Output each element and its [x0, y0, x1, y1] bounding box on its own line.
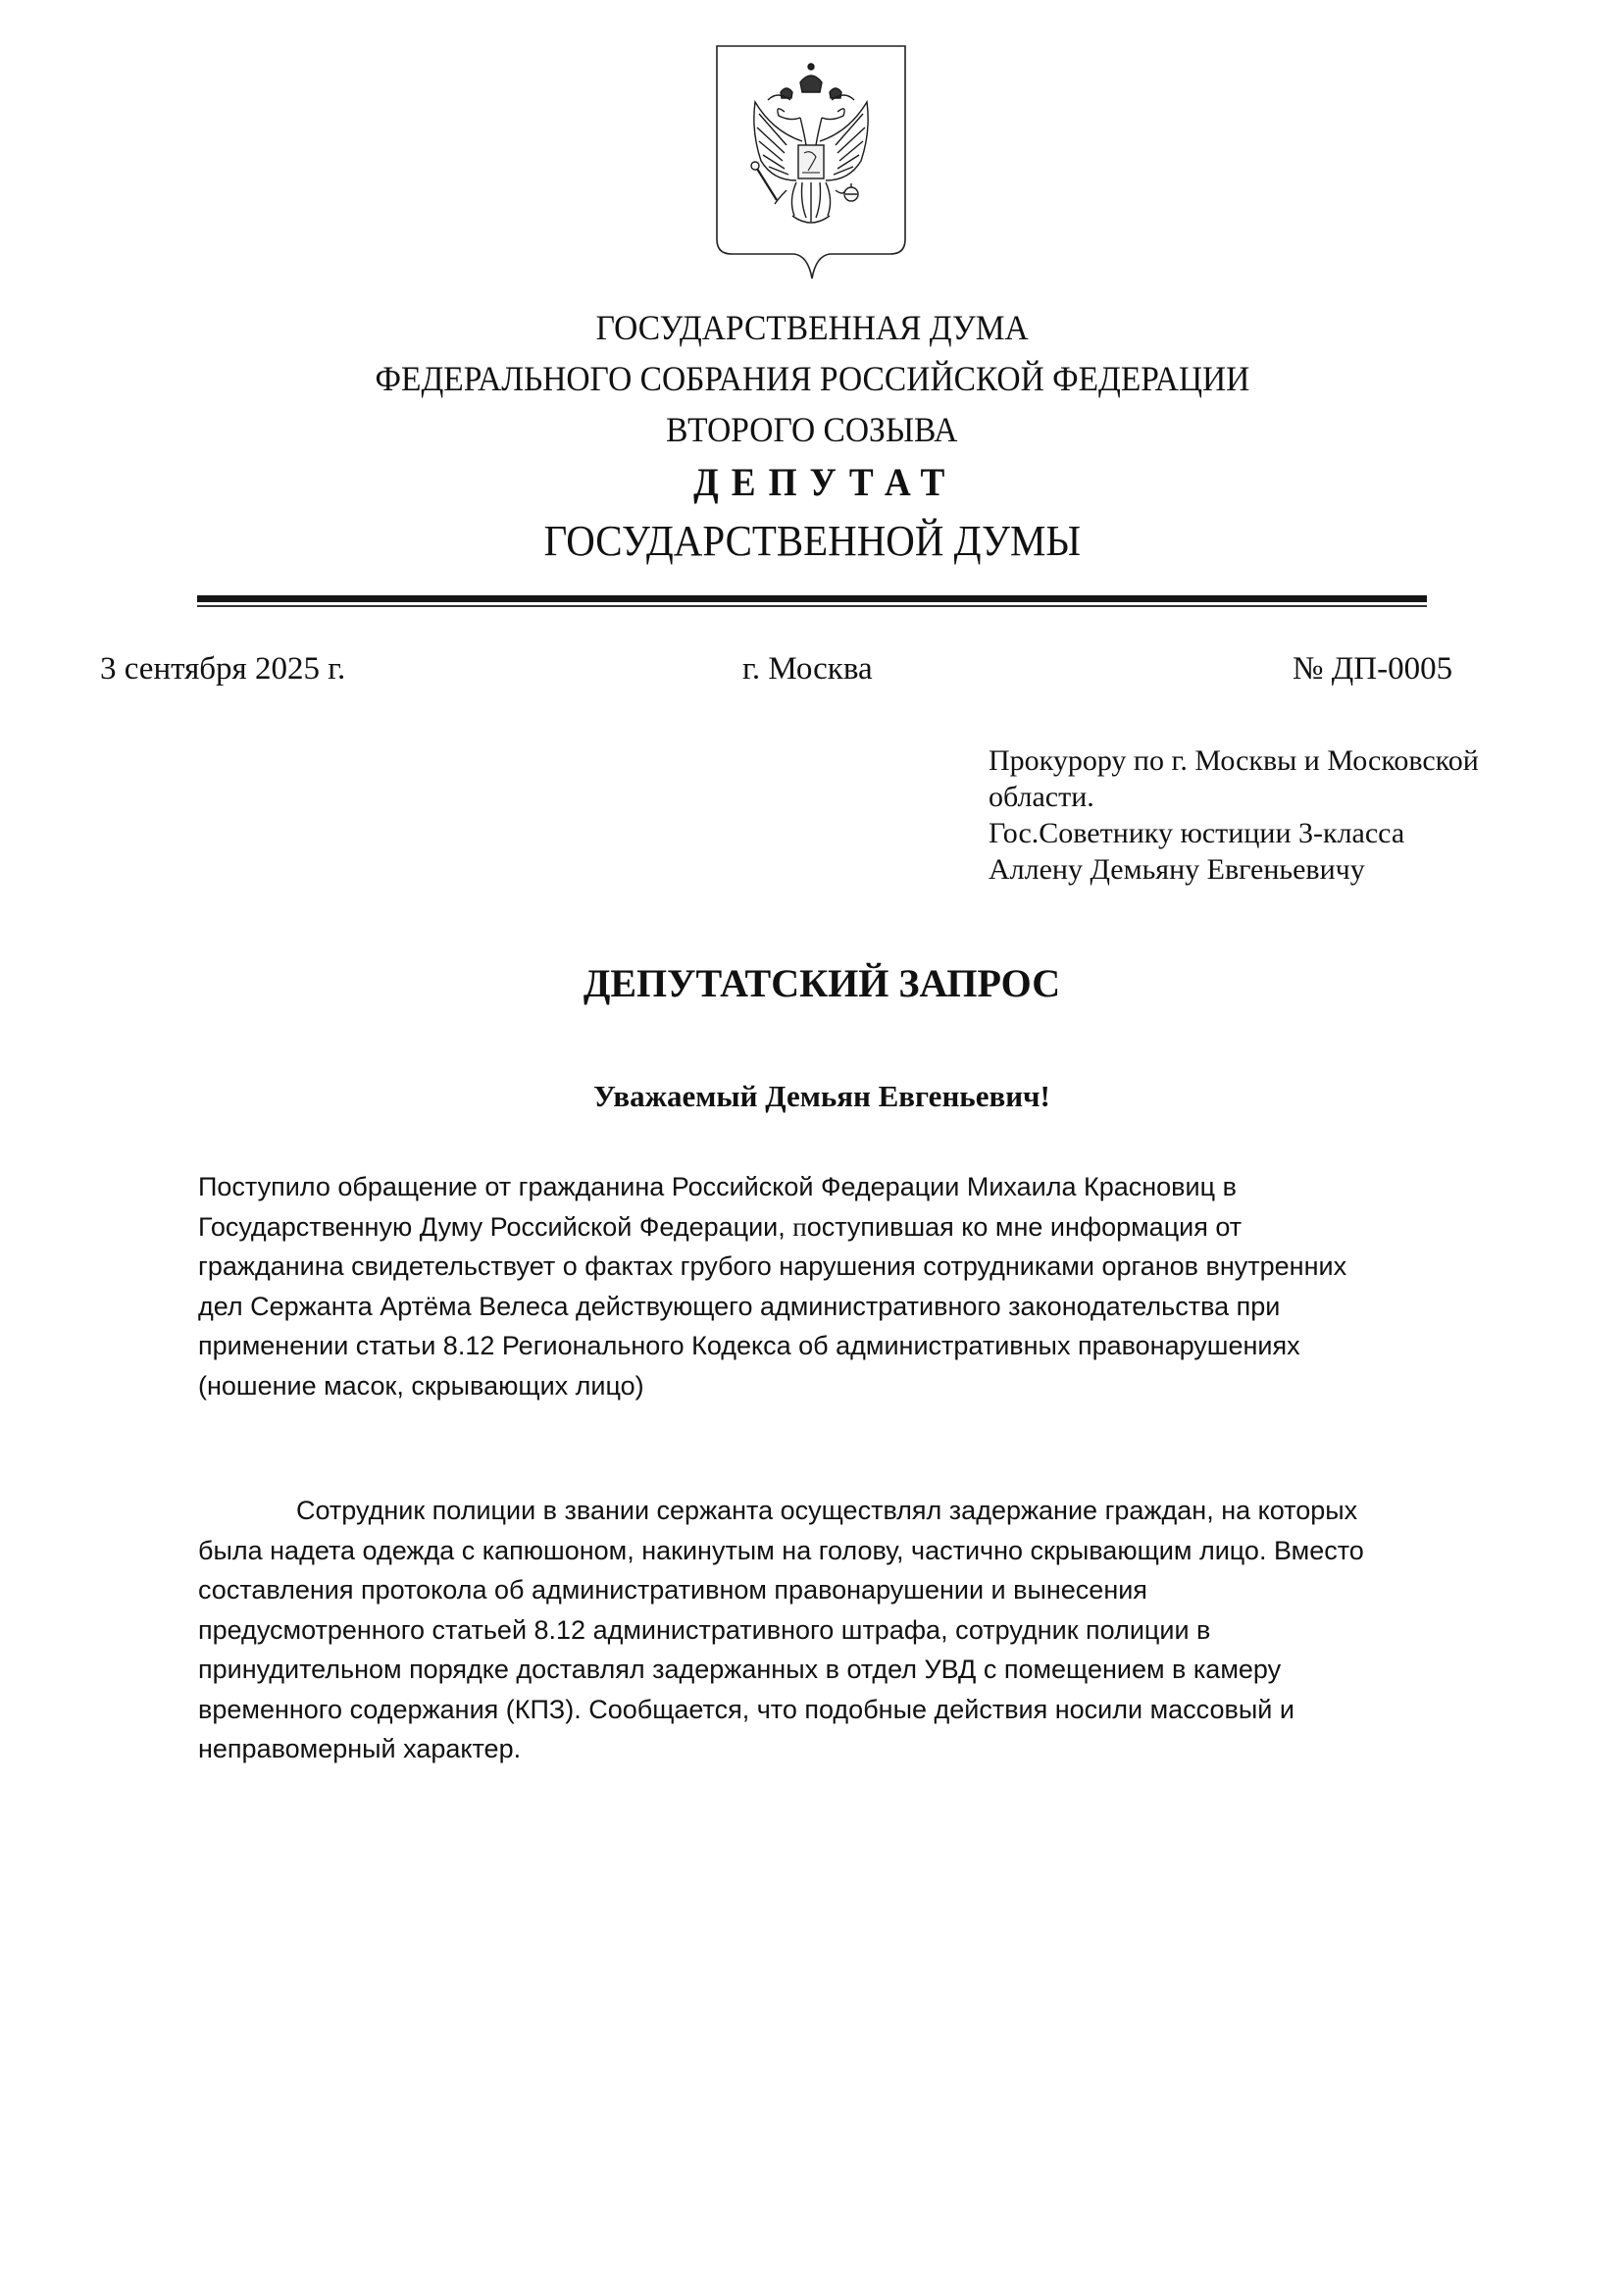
paragraph-line: временного содержания (КПЗ). Сообщается, что подобные действия носили массовый и — [198, 1694, 1294, 1724]
addressee-line: Прокурору по г. Москвы и Московской — [989, 744, 1479, 777]
paragraph-line: дел Сержанта Артёма Велеса действующего административного законодательства при — [198, 1291, 1281, 1321]
body-paragraph-1 — [198, 1167, 1346, 1405]
paragraph-line-part: п — [792, 1211, 807, 1242]
paragraph-line: применении статьи 8.12 Регионального Кодекса об административных правонарушениях — [198, 1331, 1300, 1360]
paragraph-line: Сотрудник полиции в звании сержанта осуществлял задержание граждан, на которых — [296, 1496, 1358, 1525]
addressee-block — [989, 742, 1479, 888]
deputy-heading — [0, 461, 1624, 504]
paragraph-line-part: оступившая ко мне информация от — [806, 1211, 1243, 1242]
paragraph-line: предусмотренного статьей 8.12 административного штрафа, сотрудник полиции в — [198, 1614, 1211, 1645]
header-rule-thin — [197, 605, 1427, 607]
deputy-heading-text: ДЕПУТАТ — [693, 460, 958, 504]
paragraph-line: (ношение масок, скрывающих лицо) — [198, 1370, 644, 1401]
eagle-icon — [751, 64, 868, 223]
paragraph-line — [198, 1207, 1346, 1248]
header-rule-thick — [197, 595, 1427, 602]
paragraph-line: составления протокола об административном правонарушении и вынесения — [198, 1575, 1147, 1605]
salutation: Уважаемый Демьян Евгеньевич! — [593, 1079, 1050, 1113]
org-line-1 — [0, 308, 1624, 347]
document-number: № ДП-0005 — [1293, 651, 1453, 687]
document-city: г. Москва — [742, 651, 873, 687]
duma-heading — [0, 518, 1624, 565]
org-line-1-text: ГОСУДАРСТВЕННАЯ ДУМА — [595, 308, 1029, 347]
org-line-3 — [0, 410, 1624, 449]
coat-of-arms-icon — [714, 43, 908, 282]
addressee-line: Аллену Демьяну Евгеньевичу — [989, 853, 1365, 886]
org-line-3-text: ВТОРОГО СОЗЫВА — [666, 410, 958, 449]
paragraph-line: неправомерный характер. — [198, 1734, 522, 1763]
org-line-2-text: ФЕДЕРАЛЬНОГО СОБРАНИЯ РОССИЙСКОЙ ФЕДЕРАЦИИ — [375, 359, 1249, 398]
paragraph-line: Поступило обращение от гражданина Российской Федерации Михаила Красновиц в — [198, 1172, 1237, 1201]
body-paragraph-2 — [198, 1491, 1364, 1769]
paragraph-line: гражданина свидетельствует о фактах грубого нарушения сотрудниками органов внутренних — [198, 1251, 1347, 1281]
addressee-line: Гос.Советнику юстиции 3-класса — [989, 817, 1405, 849]
addressee-line: области. — [989, 781, 1094, 813]
duma-heading-text: ГОСУДАРСТВЕННОЙ ДУМЫ — [543, 517, 1081, 565]
document-date: 3 сентября 2025 г. — [100, 651, 346, 687]
paragraph-line-part: Государственную Думу Российской Федерации, — [198, 1211, 793, 1242]
paragraph-line: была надета одежда с капюшоном, накинутым на голову, частично скрывающим лицо. Вместо — [198, 1535, 1364, 1565]
org-line-2 — [0, 359, 1624, 398]
document-title: ДЕПУТАТСКИЙ ЗАПРОС — [583, 961, 1061, 1005]
paragraph-line: принудительном порядке доставлял задержанных в отдел УВД с помещением в камеру — [198, 1655, 1282, 1684]
